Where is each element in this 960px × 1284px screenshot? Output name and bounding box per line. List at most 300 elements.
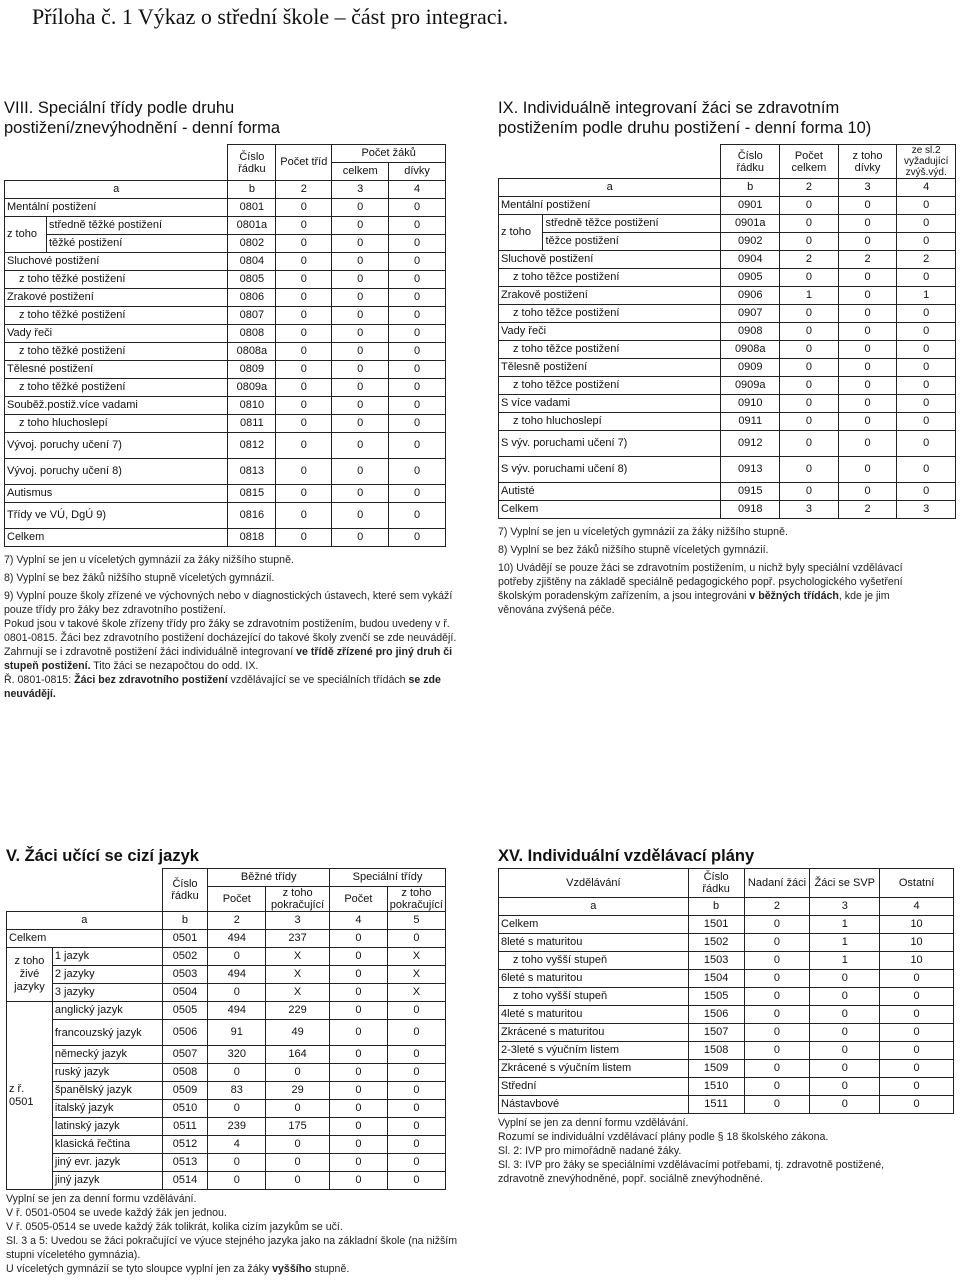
cell-divky: 0 <box>389 199 446 217</box>
row-label: Vady řeči <box>499 323 721 341</box>
table-row <box>499 197 956 215</box>
table-row <box>5 289 446 307</box>
row-code: 0809 <box>228 361 276 379</box>
cell-ostatni: 0 <box>880 1060 954 1078</box>
row-label: z toho hluchoslepí <box>499 413 721 431</box>
cell-bezne-pocet: 0 <box>208 1154 266 1172</box>
cell-z-toho-divky: 2 <box>838 501 897 519</box>
cell-pocet-celkem: 3 <box>780 501 839 519</box>
table-row <box>7 1002 446 1020</box>
cell-pocet-trid: 0 <box>276 289 332 307</box>
cell-pocet-trid: 0 <box>276 271 332 289</box>
cell-divky: 0 <box>389 307 446 325</box>
row-code: 0512 <box>162 1136 208 1154</box>
cell-divky: 0 <box>389 433 446 459</box>
cell-specialni-pocet: 0 <box>330 1136 388 1154</box>
row-code: 0811 <box>228 415 276 433</box>
cell-bezne-pokracujici: 237 <box>266 930 330 948</box>
section-viii <box>4 98 474 705</box>
cell-celkem: 0 <box>332 503 389 529</box>
row-code: 0506 <box>162 1020 208 1046</box>
row-label: z toho těžké postižení <box>5 379 228 397</box>
cell-bezne-pokracujici: 49 <box>266 1020 330 1046</box>
cell-specialni-pocet: 0 <box>330 930 388 948</box>
table-row <box>5 325 446 343</box>
row-code: 0818 <box>228 529 276 547</box>
cell-celkem: 0 <box>332 485 389 503</box>
row-code: 0908a <box>721 341 780 359</box>
cell-pocet-trid: 0 <box>276 503 332 529</box>
header-pocet: Počet <box>208 887 266 912</box>
cell-svp: 0 <box>810 1006 880 1024</box>
cell-pocet-celkem: 0 <box>780 431 839 457</box>
row-label: 2-3leté s výučním listem <box>499 1042 689 1060</box>
cell-pocet-trid: 0 <box>276 415 332 433</box>
cell-divky: 0 <box>389 253 446 271</box>
row-label: 2 jazyky <box>52 966 162 984</box>
cell-specialni-pokracujici: 0 <box>387 1154 445 1172</box>
cell-ostatni: 10 <box>880 916 954 934</box>
row-label: 8leté s maturitou <box>499 934 689 952</box>
row-code: 1505 <box>688 988 744 1006</box>
row-code: 0810 <box>228 397 276 415</box>
row-code: 0802 <box>228 235 276 253</box>
cell-celkem: 0 <box>332 217 389 235</box>
cell-svp: 1 <box>810 916 880 934</box>
header-specialni-tridy: Speciální třídy <box>330 869 446 887</box>
header-pocet: Počet <box>330 887 388 912</box>
cell-bezne-pokracujici: X <box>266 966 330 984</box>
cell-vyzadujici: 0 <box>897 323 956 341</box>
header-col-2: 2 <box>208 912 266 930</box>
cell-z-toho-divky: 0 <box>838 215 897 233</box>
cell-specialni-pokracujici: 0 <box>387 1082 445 1100</box>
cell-pocet-celkem: 0 <box>780 377 839 395</box>
header-ostatni: Ostatní <box>880 869 954 898</box>
row-code: 0812 <box>228 433 276 459</box>
table-row <box>7 966 446 984</box>
row-label: z toho těžce postižení <box>499 341 721 359</box>
cell-svp: 1 <box>810 952 880 970</box>
row-label: Vady řeči <box>5 325 228 343</box>
section-v-table <box>6 868 446 1190</box>
row-code: 0909 <box>721 359 780 377</box>
row-label: Celkem <box>7 930 163 948</box>
cell-vyzadujici: 0 <box>897 377 956 395</box>
table-row <box>5 343 446 361</box>
cell-z-toho-divky: 0 <box>838 287 897 305</box>
cell-pocet-celkem: 0 <box>780 341 839 359</box>
table-row <box>499 413 956 431</box>
header-col-4: 4 <box>389 181 446 199</box>
cell-pocet-celkem: 2 <box>780 251 839 269</box>
row-code: 0502 <box>162 948 208 966</box>
row-code: 0918 <box>721 501 780 519</box>
cell-bezne-pocet: 0 <box>208 984 266 1002</box>
row-label: Nástavbové <box>499 1096 689 1114</box>
section-xv-title: XV. Individuální vzdělávací plány <box>498 847 755 865</box>
cell-pocet-trid: 0 <box>276 199 332 217</box>
section-v-title: V. Žáci učící se cizí jazyk <box>6 847 199 865</box>
cell-specialni-pocet: 0 <box>330 966 388 984</box>
row-code: 1506 <box>688 1006 744 1024</box>
cell-vyzadujici: 0 <box>897 395 956 413</box>
cell-pocet-trid: 0 <box>276 397 332 415</box>
cell-vyzadujici: 0 <box>897 305 956 323</box>
cell-ostatni: 0 <box>880 988 954 1006</box>
row-code: 0501 <box>162 930 208 948</box>
row-code: 0513 <box>162 1154 208 1172</box>
row-code: 0902 <box>721 233 780 251</box>
header-cislo: Číslo řádku <box>721 145 780 179</box>
cell-celkem: 0 <box>332 397 389 415</box>
cell-bezne-pocet: 0 <box>208 1064 266 1082</box>
cell-celkem: 0 <box>332 433 389 459</box>
cell-pocet-trid: 0 <box>276 459 332 485</box>
row-code: 0504 <box>162 984 208 1002</box>
section-v <box>6 846 476 1276</box>
cell-specialni-pocet: 0 <box>330 1100 388 1118</box>
table-row <box>5 485 446 503</box>
header-col-4: 4 <box>330 912 388 930</box>
row-label: jiný jazyk <box>52 1172 162 1190</box>
header-col-a: a <box>7 912 163 930</box>
table-row <box>499 988 954 1006</box>
cell-specialni-pocet: 0 <box>330 1002 388 1020</box>
row-label: z toho těžce postižení <box>499 305 721 323</box>
cell-vyzadujici: 1 <box>897 287 956 305</box>
table-row <box>499 1060 954 1078</box>
cell-celkem: 0 <box>332 271 389 289</box>
cell-pocet-celkem: 0 <box>780 323 839 341</box>
cell-svp: 0 <box>810 1024 880 1042</box>
row-label: Zkrácené s výučním listem <box>499 1060 689 1078</box>
table-row <box>5 235 446 253</box>
cell-divky: 0 <box>389 271 446 289</box>
cell-celkem: 0 <box>332 325 389 343</box>
cell-pocet-trid: 0 <box>276 307 332 325</box>
cell-divky: 0 <box>389 485 446 503</box>
cell-specialni-pokracujici: 0 <box>387 1046 445 1064</box>
cell-nadani: 0 <box>744 988 810 1006</box>
cell-bezne-pocet: 0 <box>208 948 266 966</box>
cell-ostatni: 0 <box>880 1078 954 1096</box>
cell-pocet-trid: 0 <box>276 325 332 343</box>
cell-vyzadujici: 0 <box>897 483 956 501</box>
header-col-a: a <box>499 179 721 197</box>
cell-bezne-pokracujici: 0 <box>266 1064 330 1082</box>
row-code: 1510 <box>688 1078 744 1096</box>
cell-celkem: 0 <box>332 415 389 433</box>
header-col-2: 2 <box>744 898 810 916</box>
cell-bezne-pocet: 83 <box>208 1082 266 1100</box>
header-z-toho-pokracujici: z toho pokračující <box>266 887 330 912</box>
row-code: 0503 <box>162 966 208 984</box>
cell-z-toho-divky: 0 <box>838 323 897 341</box>
cell-divky: 0 <box>389 503 446 529</box>
cell-specialni-pokracujici: 0 <box>387 930 445 948</box>
table-row <box>499 233 956 251</box>
cell-z-toho-divky: 0 <box>838 395 897 413</box>
row-label: 1 jazyk <box>52 948 162 966</box>
cell-specialni-pokracujici: 0 <box>387 1100 445 1118</box>
header-col-b: b <box>162 912 208 930</box>
row-label: Celkem <box>499 501 721 519</box>
row-code: 0808 <box>228 325 276 343</box>
cell-bezne-pocet: 494 <box>208 966 266 984</box>
cell-pocet-trid: 0 <box>276 433 332 459</box>
row-label: z toho těžké postižení <box>5 307 228 325</box>
row-label: ruský jazyk <box>52 1064 162 1082</box>
row-label: Celkem <box>499 916 689 934</box>
row-code: 0806 <box>228 289 276 307</box>
cell-bezne-pokracujici: 175 <box>266 1118 330 1136</box>
row-code: 1507 <box>688 1024 744 1042</box>
row-label: 4leté s maturitou <box>499 1006 689 1024</box>
cell-svp: 0 <box>810 970 880 988</box>
cell-specialni-pocet: 0 <box>330 1082 388 1100</box>
row-label: středně těžce postižení <box>543 215 721 233</box>
cell-bezne-pocet: 91 <box>208 1020 266 1046</box>
cell-z-toho-divky: 0 <box>838 233 897 251</box>
cell-specialni-pocet: 0 <box>330 1020 388 1046</box>
cell-divky: 0 <box>389 217 446 235</box>
table-row <box>499 251 956 269</box>
cell-pocet-trid: 0 <box>276 485 332 503</box>
row-label: 6leté s maturitou <box>499 970 689 988</box>
row-label: těžce postižení <box>543 233 721 251</box>
cell-pocet-celkem: 0 <box>780 215 839 233</box>
cell-bezne-pocet: 320 <box>208 1046 266 1064</box>
table-row <box>499 341 956 359</box>
section-xv-notes: Vyplní se jen za denní formu vzdělávání. Rozumí se individuální vzdělávací plány podle § 18 školského zákona. Sl. 2: IVP pro mimořádně nadané žáky. Sl. 3: IVP pro žáky se speciálními vzdělávacími potřebami, tj. zdravotně postižené, zdravotně znevýhodněné, popř. sociálně znevýhodněné. <box>498 1117 885 1185</box>
cell-pocet-celkem: 0 <box>780 483 839 501</box>
cell-specialni-pocet: 0 <box>330 1172 388 1190</box>
cell-specialni-pokracujici: 0 <box>387 1118 445 1136</box>
cell-specialni-pokracujici: X <box>387 948 445 966</box>
row-code: 0801a <box>228 217 276 235</box>
table-row <box>7 1118 446 1136</box>
header-cislo: Číslo řádku <box>688 869 744 898</box>
row-label: z toho těžké postižení <box>5 271 228 289</box>
header-col-b: b <box>721 179 780 197</box>
page-title: Příloha č. 1 Výkaz o střední škole – část pro integraci. <box>32 4 509 29</box>
cell-vyzadujici: 0 <box>897 431 956 457</box>
cell-ostatni: 0 <box>880 1042 954 1060</box>
table-row <box>499 1078 954 1096</box>
row-code: 0815 <box>228 485 276 503</box>
cell-bezne-pokracujici: 0 <box>266 1100 330 1118</box>
cell-specialni-pocet: 0 <box>330 984 388 1002</box>
row-label: Mentální postižení <box>5 199 228 217</box>
table-row <box>7 1046 446 1064</box>
table-row <box>7 1020 446 1046</box>
section-ix <box>498 98 958 621</box>
cell-nadani: 0 <box>744 1024 810 1042</box>
cell-vyzadujici: 0 <box>897 269 956 287</box>
table-row <box>7 948 446 966</box>
section-viii-notes: 7) Vyplní se jen u víceletých gymnázií za žáky nižšího stupně. 8) Vyplní se bez žáků nižšího stupně víceletých gymnázií. 9) Vyplní pouze školy zřízené ve výchovných nebo v diagnostických ústavech, které sem vykáží pouze třídy pro žáky bez zdravotního postižení. Pokud jsou v takové škole zřízeny třídy pro žáky se zdravotním postižením, budou uvedeny v ř. 0801-0815. Žáci bez zdravotního postižení docházející do takové školy zvenčí se zde neuvádějí. Zahrnují se i zdravotně postižení žáci individuálně integrovaní ve třídě zřízené pro jiný druh či stupeň postižení. Tito žáci se nezapočtou do odd. IX. Ř. 0801-0815: Žáci bez zdravotního postižení vzdělávající se ve speciálních třídách se zde neuvádějí. <box>4 554 457 700</box>
cell-ostatni: 0 <box>880 970 954 988</box>
header-col-3: 3 <box>838 179 897 197</box>
cell-celkem: 0 <box>332 459 389 485</box>
table-row <box>7 1136 446 1154</box>
cell-divky: 0 <box>389 415 446 433</box>
header-z-toho-pokracujici: z toho pokračující <box>387 887 445 912</box>
table-row <box>499 359 956 377</box>
header-zaci-se-svp: Žáci se SVP <box>810 869 880 898</box>
row-code: 0511 <box>162 1118 208 1136</box>
row-label: středně těžké postižení <box>46 217 228 235</box>
table-row <box>7 1082 446 1100</box>
header-col-b: b <box>688 898 744 916</box>
cell-specialni-pokracujici: X <box>387 966 445 984</box>
cell-pocet-trid: 0 <box>276 253 332 271</box>
row-label: Zrakové postižení <box>5 289 228 307</box>
table-row <box>499 215 956 233</box>
header-col-4: 4 <box>880 898 954 916</box>
row-code: 1503 <box>688 952 744 970</box>
row-code: 0907 <box>721 305 780 323</box>
row-label: německý jazyk <box>52 1046 162 1064</box>
cell-divky: 0 <box>389 529 446 547</box>
row-label: Třídy ve VÚ, DgÚ 9) <box>5 503 228 529</box>
table-row <box>5 199 446 217</box>
row-label: francouzský jazyk <box>52 1020 162 1046</box>
header-pocet-zaku: Počet žáků <box>332 145 446 163</box>
cell-celkem: 0 <box>332 361 389 379</box>
row-code: 0804 <box>228 253 276 271</box>
table-row <box>5 307 446 325</box>
section-ix-notes: 7) Vyplní se jen u víceletých gymnázií za žáky nižšího stupně. 8) Vyplní se bez žáků nižšího stupně víceletých gymnázií. 10) Uvádějí se pouze žáci se zdravotním postižením, u nichž byly speciální vzdělávací potřeby zjištěny na základě speciálně pedagogického popř. psychologického vyšetření školským poradenským zařízením, a jsou integrováni v běžných třídách, kde je jim věnována zvýšená péče. <box>498 526 903 616</box>
table-row <box>5 361 446 379</box>
section-ix-table <box>498 144 956 519</box>
row-code: 0808a <box>228 343 276 361</box>
header-col-3: 3 <box>810 898 880 916</box>
cell-pocet-celkem: 0 <box>780 197 839 215</box>
table-row <box>5 529 446 547</box>
row-label: latinský jazyk <box>52 1118 162 1136</box>
row-label: z toho vyšší stupeň <box>499 952 689 970</box>
cell-bezne-pokracujici: X <box>266 984 330 1002</box>
cell-nadani: 0 <box>744 1096 810 1114</box>
header-pocet-celkem: Počet celkem <box>780 145 839 179</box>
table-row <box>499 377 956 395</box>
cell-ostatni: 10 <box>880 952 954 970</box>
cell-pocet-celkem: 0 <box>780 395 839 413</box>
header-col-a: a <box>5 181 228 199</box>
row-code: 0901 <box>721 197 780 215</box>
row-code: 0909a <box>721 377 780 395</box>
table-row <box>7 1100 446 1118</box>
cell-pocet-celkem: 0 <box>780 305 839 323</box>
cell-specialni-pocet: 0 <box>330 1154 388 1172</box>
cell-celkem: 0 <box>332 307 389 325</box>
cell-specialni-pocet: 0 <box>330 1064 388 1082</box>
row-label: Vývoj. poruchy učení 8) <box>5 459 228 485</box>
row-code: 1508 <box>688 1042 744 1060</box>
cell-bezne-pokracujici: 0 <box>266 1172 330 1190</box>
cell-celkem: 0 <box>332 289 389 307</box>
cell-z-toho-divky: 2 <box>838 251 897 269</box>
cell-ostatni: 0 <box>880 1024 954 1042</box>
table-row <box>7 1154 446 1172</box>
cell-pocet-celkem: 0 <box>780 413 839 431</box>
cell-svp: 1 <box>810 934 880 952</box>
row-code: 0910 <box>721 395 780 413</box>
row-code: 0911 <box>721 413 780 431</box>
row-code: 1509 <box>688 1060 744 1078</box>
cell-specialni-pokracujici: X <box>387 984 445 1002</box>
row-label: S více vadami <box>499 395 721 413</box>
table-row <box>499 457 956 483</box>
row-label: jiný evr. jazyk <box>52 1154 162 1172</box>
cell-z-toho-divky: 0 <box>838 377 897 395</box>
cell-vyzadujici: 0 <box>897 341 956 359</box>
row-label: Autisté <box>499 483 721 501</box>
row-group-label: z toho <box>5 217 47 253</box>
table-row <box>499 916 954 934</box>
row-label: Autismus <box>5 485 228 503</box>
cell-bezne-pocet: 239 <box>208 1118 266 1136</box>
row-code: 1501 <box>688 916 744 934</box>
header-col-2: 2 <box>276 181 332 199</box>
row-label: S výv. poruchami učení 7) <box>499 431 721 457</box>
cell-divky: 0 <box>389 235 446 253</box>
row-code: 0908 <box>721 323 780 341</box>
cell-divky: 0 <box>389 459 446 485</box>
cell-nadani: 0 <box>744 1060 810 1078</box>
cell-celkem: 0 <box>332 379 389 397</box>
table-row <box>5 253 446 271</box>
cell-vyzadujici: 0 <box>897 359 956 377</box>
row-label: 3 jazyky <box>52 984 162 1002</box>
cell-divky: 0 <box>389 289 446 307</box>
row-code: 0509 <box>162 1082 208 1100</box>
header-z-toho-divky: z toho dívky <box>838 145 897 179</box>
cell-bezne-pokracujici: X <box>266 948 330 966</box>
row-code: 1504 <box>688 970 744 988</box>
cell-nadani: 0 <box>744 916 810 934</box>
cell-specialni-pocet: 0 <box>330 1118 388 1136</box>
cell-pocet-trid: 0 <box>276 217 332 235</box>
row-label: Sluchově postižení <box>499 251 721 269</box>
cell-celkem: 0 <box>332 529 389 547</box>
cell-vyzadujici: 0 <box>897 413 956 431</box>
table-row <box>499 287 956 305</box>
row-code: 0807 <box>228 307 276 325</box>
cell-celkem: 0 <box>332 253 389 271</box>
cell-nadani: 0 <box>744 934 810 952</box>
row-group-label: z toho živé jazyky <box>7 948 53 1002</box>
cell-svp: 0 <box>810 1078 880 1096</box>
row-label: Zrakově postižení <box>499 287 721 305</box>
cell-bezne-pocet: 494 <box>208 930 266 948</box>
cell-vyzadujici: 0 <box>897 233 956 251</box>
row-label: Sluchové postižení <box>5 253 228 271</box>
row-code: 0805 <box>228 271 276 289</box>
cell-bezne-pocet: 494 <box>208 1002 266 1020</box>
cell-ostatni: 0 <box>880 1096 954 1114</box>
row-code: 1502 <box>688 934 744 952</box>
row-code: 0912 <box>721 431 780 457</box>
row-label: S výv. poruchami učení 8) <box>499 457 721 483</box>
cell-vyzadujici: 3 <box>897 501 956 519</box>
cell-svp: 0 <box>810 1042 880 1060</box>
cell-z-toho-divky: 0 <box>838 269 897 287</box>
row-group-label: z ř. 0501 <box>7 1002 53 1190</box>
row-code: 0915 <box>721 483 780 501</box>
